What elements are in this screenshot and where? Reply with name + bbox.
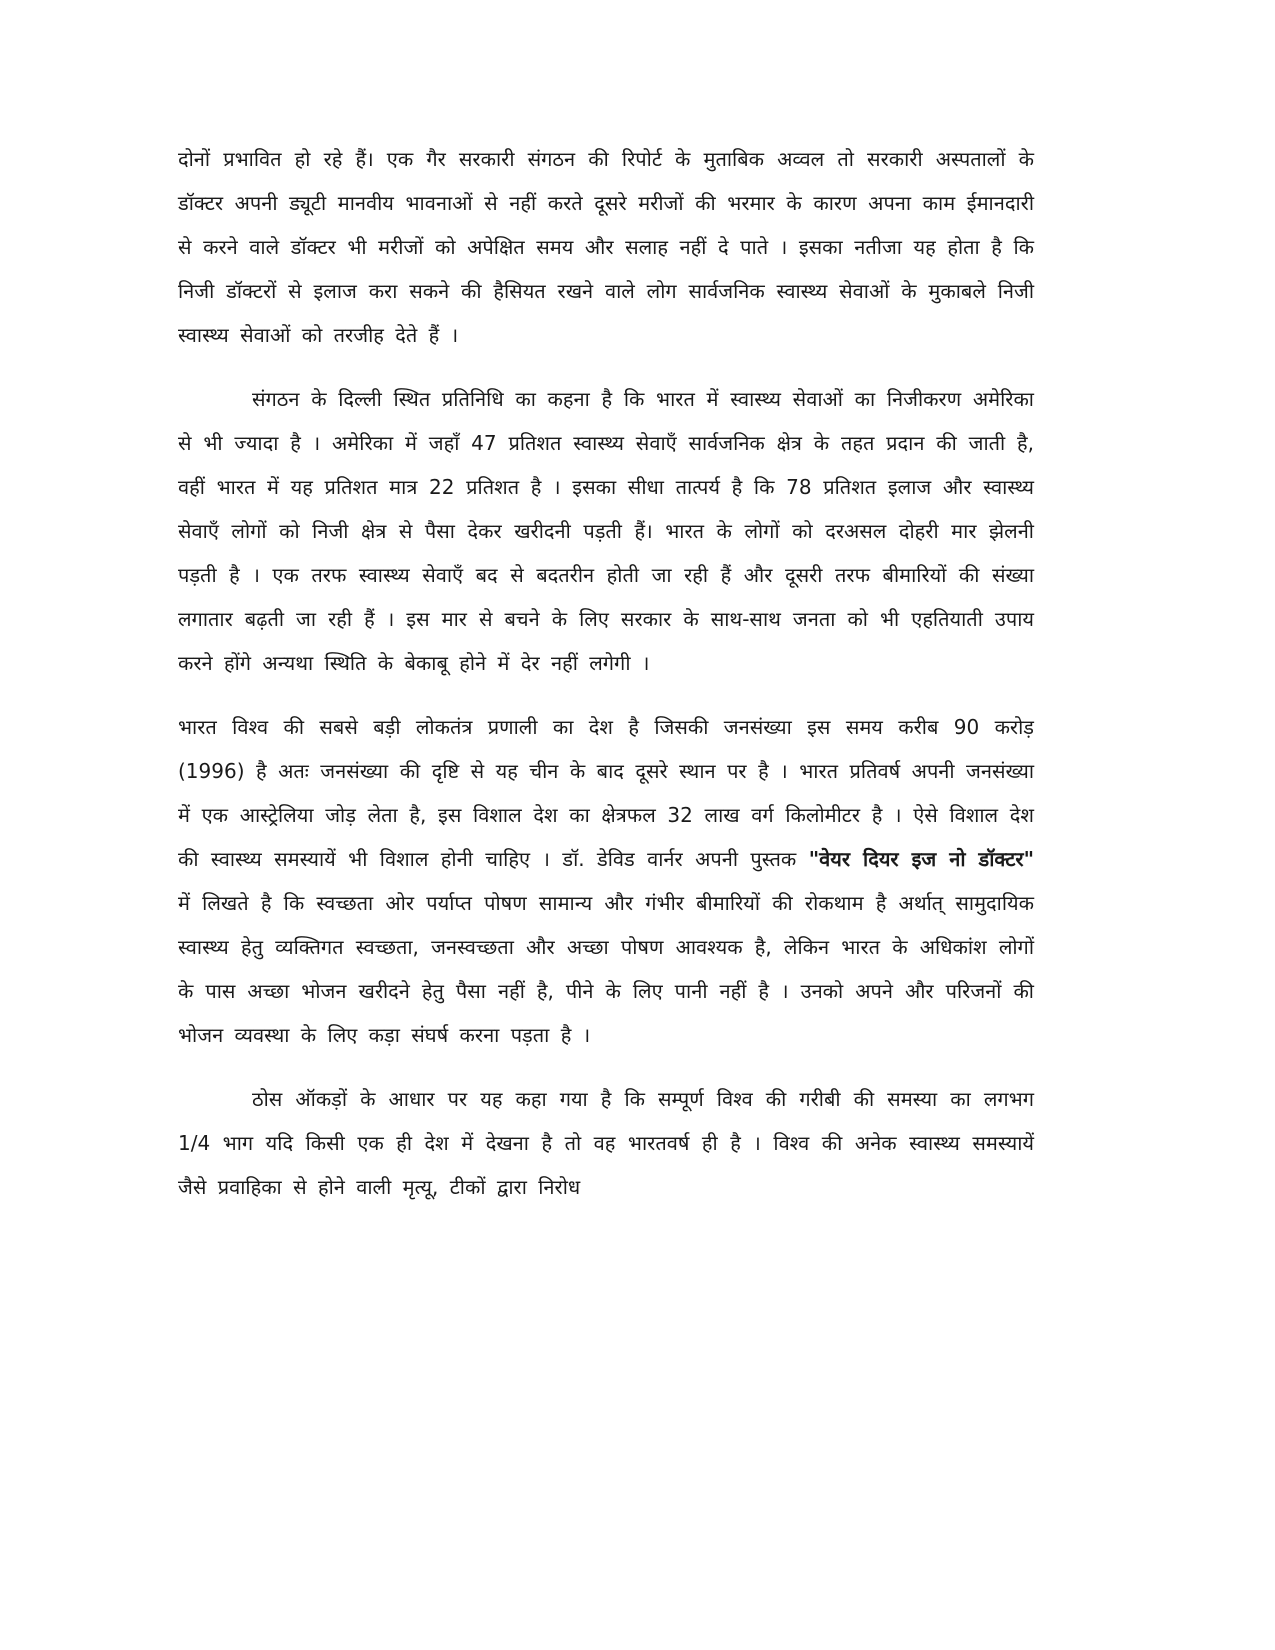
document-page [178,137,1034,1209]
paragraph-3 [178,705,1034,1057]
paragraph-3-before: भारत विश्व की सबसे बड़ी लोकतंत्र प्रणाली का देश है जिसकी जनसंख्या इस समय करीब 90 करोड़ (1996) है अतः जनसंख्या की दृष्टि से यह चीन के बाद दूसरे स्थान पर है । भारत प्रतिवर्ष अपनी जनसंख्या में एक आस्ट्रेलिया जोड़ लेता है, इस विशाल देश का क्षेत्रफल 32 लाख वर्ग किलोमीटर है । ऐसे विशाल देश की स्वास्थ्य समस्यायें भी विशाल होनी चाहिए । डॉ. डेविड वार्नर अपनी पुस्तक [178,715,1034,871]
paragraph-3-after: में लिखते है कि स्वच्छता ओर पर्याप्त पोषण सामान्य और गंभीर बीमारियों की रोकथाम है अर्थात् सामुदायिक स्वास्थ्य हेतु व्यक्तिगत स्वच्छता, जनस्वच्छता और अच्छा पोषण आवश्यक है, लेकिन भारत के अधिकांश लोगों के पास अच्छा भोजन खरीदने हेतु पैसा नहीं है, पीने के लिए पानी नहीं है । उनको अपने और परिजनों की भोजन व्यवस्था के लिए कड़ा संघर्ष करना पड़ता है । [178,891,1034,1047]
paragraph-1: दोनों प्रभावित हो रहे हैं। एक गैर सरकारी संगठन की रिपोर्ट के मुताबिक अव्वल तो सरकारी अस्पतालों के डॉक्टर अपनी ड्यूटी मानवीय भावनाओं से नहीं करते दूसरे मरीजों की भरमार के कारण अपना काम ईमानदारी से करने वाले डॉक्टर भी मरीजों को अपेक्षित समय और सलाह नहीं दे पाते । इसका नतीजा यह होता है कि निजी डॉक्टरों से इलाज करा सकने की हैसियत रखने वाले लोग सार्वजनिक स्वास्थ्य सेवाओं के मुकाबले निजी स्वास्थ्य सेवाओं को तरजीह देते हैं । [178,147,1034,347]
paragraph-2: संगठन के दिल्ली स्थित प्रतिनिधि का कहना है कि भारत में स्वास्थ्य सेवाओं का निजीकरण अमेरिका से भी ज्यादा है । अमेरिका में जहाँ 47 प्रतिशत स्वास्थ्य सेवाएँ सार्वजनिक क्षेत्र के तहत प्रदान की जाती है, वहीं भारत में यह प्रतिशत मात्र 22 प्रतिशत है । इसका सीधा तात्पर्य है कि 78 प्रतिशत इलाज और स्वास्थ्य सेवाएँ लोगों को निजी क्षेत्र से पैसा देकर खरीदनी पड़ती हैं। भारत के लोगों को दरअसल दोहरी मार झेलनी पड़ती है । एक तरफ स्वास्थ्य सेवाएँ बद से बदतरीन होती जा रही हैं और दूसरी तरफ बीमारियों की संख्या लगातार बढ़ती जा रही हैं । इस मार से बचने के लिए सरकार के साथ-साथ जनता को भी एहतियाती उपाय करने होंगे अन्यथा स्थिति के बेकाबू होने में देर नहीं लगेगी । [178,387,1034,675]
paragraph-4: ठोस ऑकड़ों के आधार पर यह कहा गया है कि सम्पूर्ण विश्व की गरीबी की समस्या का लगभग 1/4 भाग यदि किसी एक ही देश में देखना है तो वह भारतवर्ष ही है । विश्व की अनेक स्वास्थ्य समस्यायें जैसे प्रवाहिका से होने वाली मृत्यू, टीकों द्वारा निरोध [178,1087,1034,1199]
book-title: "वेयर दियर इज नो डॉक्टर" [808,847,1034,871]
